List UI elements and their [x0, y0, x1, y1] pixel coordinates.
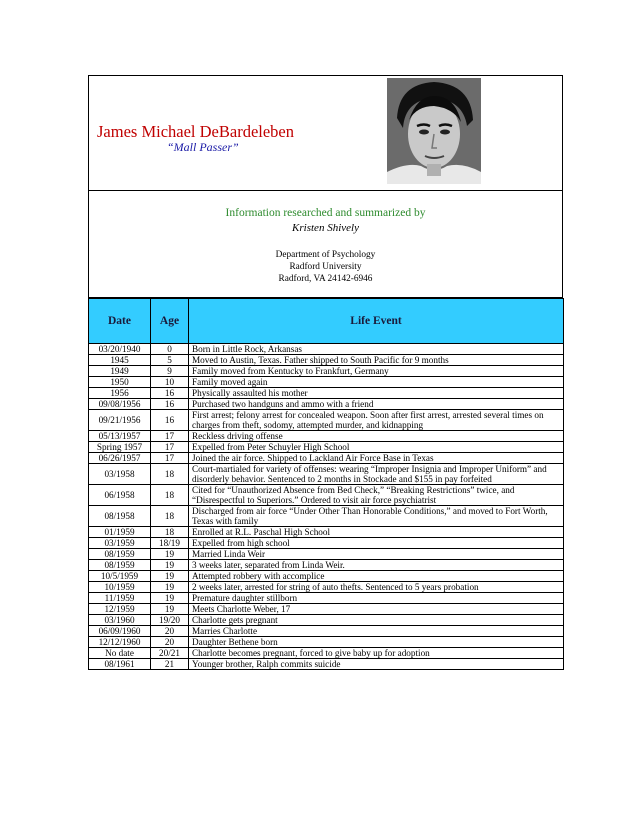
cell-date: 12/1959: [89, 604, 151, 615]
table-row: [89, 453, 564, 464]
cell-event: Younger brother, Ralph commits suicide: [189, 659, 564, 670]
cell-event: Discharged from air force “Under Other Than Honorable Conditions,” and moved to Fort Worth, Texas with family: [189, 506, 564, 527]
table-row: [89, 571, 564, 582]
cell-event: Physically assaulted his mother: [189, 388, 564, 399]
cell-date: 08/1959: [89, 560, 151, 571]
cell-age: 18/19: [151, 538, 189, 549]
cell-date: 1945: [89, 355, 151, 366]
header-life-event: Life Event: [189, 299, 564, 344]
cell-date: 06/09/1960: [89, 626, 151, 637]
cell-age: 5: [151, 355, 189, 366]
table-row: [89, 604, 564, 615]
cell-event: First arrest; felony arrest for concealed weapon. Soon after first arrest, arrested several times on charges from theft, sodomy, attempted murder, and kidnapping: [189, 410, 564, 431]
cell-date: 10/5/1959: [89, 571, 151, 582]
table-row: [89, 485, 564, 506]
cell-age: 9: [151, 366, 189, 377]
cell-event: Meets Charlotte Weber, 17: [189, 604, 564, 615]
cell-date: 1949: [89, 366, 151, 377]
info-title: Information researched and summarized by: [225, 207, 426, 219]
cell-event: Family moved from Kentucky to Frankfurt, Germany: [189, 366, 564, 377]
cell-age: 17: [151, 453, 189, 464]
info-university: Radford University: [289, 262, 362, 272]
table-row: [89, 549, 564, 560]
table-header-row: [89, 299, 564, 344]
table-row: [89, 442, 564, 453]
cell-event: 3 weeks later, separated from Linda Weir.: [189, 560, 564, 571]
cell-event: Marries Charlotte: [189, 626, 564, 637]
header-box: [88, 75, 563, 191]
table-row: [89, 431, 564, 442]
cell-date: 09/08/1956: [89, 399, 151, 410]
cell-age: 19: [151, 604, 189, 615]
cell-age: 18: [151, 527, 189, 538]
header-age: Age: [151, 299, 189, 344]
info-department: Department of Psychology: [275, 250, 376, 260]
cell-event: Cited for “Unauthorized Absence from Bed Check,” “Breaking Restrictions” twice, and “Disrespectful to Superiors.” Ordered to visit air force psychiatrist: [189, 485, 564, 506]
subject-name: James Michael DeBardeleben: [97, 122, 295, 141]
cell-event: Charlotte becomes pregnant, forced to give baby up for adoption: [189, 648, 564, 659]
cell-date: 05/13/1957: [89, 431, 151, 442]
cell-age: 19: [151, 560, 189, 571]
cell-date: 08/1961: [89, 659, 151, 670]
table-row: [89, 344, 564, 355]
table-row: [89, 637, 564, 648]
cell-date: 09/21/1956: [89, 410, 151, 431]
table-row: [89, 388, 564, 399]
cell-event: Married Linda Weir: [189, 549, 564, 560]
cell-date: 06/26/1957: [89, 453, 151, 464]
cell-event: Court-martialed for variety of offenses: wearing “Improper Insignia and Improper Uniform” and disorderly behavior. Sentenced to 2 months in Stockade and $155 in pay forfeited: [189, 464, 564, 485]
header-date: Date: [89, 299, 151, 344]
cell-date: 12/12/1960: [89, 637, 151, 648]
cell-age: 19: [151, 571, 189, 582]
cell-event: Family moved again: [189, 377, 564, 388]
table-row: [89, 538, 564, 549]
cell-age: 19/20: [151, 615, 189, 626]
cell-age: 17: [151, 431, 189, 442]
document-page: [88, 75, 563, 670]
table-row: [89, 366, 564, 377]
table-row: [89, 506, 564, 527]
cell-age: 19: [151, 593, 189, 604]
table-row: [89, 410, 564, 431]
cell-date: 03/1959: [89, 538, 151, 549]
cell-event: Born in Little Rock, Arkansas: [189, 344, 564, 355]
cell-date: 03/1958: [89, 464, 151, 485]
cell-age: 19: [151, 549, 189, 560]
table-row: [89, 659, 564, 670]
table-row: [89, 464, 564, 485]
table-row: [89, 626, 564, 637]
cell-age: 10: [151, 377, 189, 388]
cell-date: 1956: [89, 388, 151, 399]
cell-age: 16: [151, 388, 189, 399]
cell-event: Reckless driving offense: [189, 431, 564, 442]
table-row: [89, 399, 564, 410]
life-events-table: [88, 298, 564, 670]
cell-age: 16: [151, 399, 189, 410]
cell-date: 11/1959: [89, 593, 151, 604]
subject-alias: “Mall Passer”: [167, 140, 239, 154]
cell-event: Moved to Austin, Texas. Father shipped to South Pacific for 9 months: [189, 355, 564, 366]
table-body: [89, 344, 564, 670]
cell-age: 19: [151, 582, 189, 593]
cell-date: 06/1958: [89, 485, 151, 506]
cell-age: 18: [151, 485, 189, 506]
info-author: Kristen Shively: [292, 222, 359, 234]
cell-age: 20/21: [151, 648, 189, 659]
cell-age: 0: [151, 344, 189, 355]
table-row: [89, 527, 564, 538]
cell-age: 18: [151, 506, 189, 527]
cell-event: Daughter Bethene born: [189, 637, 564, 648]
cell-date: Spring 1957: [89, 442, 151, 453]
cell-age: 17: [151, 442, 189, 453]
table-row: [89, 560, 564, 571]
cell-event: Expelled from high school: [189, 538, 564, 549]
cell-date: 08/1959: [89, 549, 151, 560]
cell-date: No date: [89, 648, 151, 659]
cell-event: 2 weeks later, arrested for string of auto thefts. Sentenced to 5 years probation: [189, 582, 564, 593]
table-row: [89, 615, 564, 626]
info-box: [88, 191, 563, 298]
cell-event: Charlotte gets pregnant: [189, 615, 564, 626]
cell-date: 03/1960: [89, 615, 151, 626]
subject-photo: [387, 78, 481, 184]
table-row: [89, 582, 564, 593]
cell-date: 01/1959: [89, 527, 151, 538]
cell-age: 20: [151, 626, 189, 637]
cell-event: Expelled from Peter Schuyler High School: [189, 442, 564, 453]
cell-date: 1950: [89, 377, 151, 388]
cell-age: 20: [151, 637, 189, 648]
table-row: [89, 593, 564, 604]
cell-event: Premature daughter stillborn: [189, 593, 564, 604]
cell-age: 16: [151, 410, 189, 431]
cell-event: Purchased two handguns and ammo with a friend: [189, 399, 564, 410]
cell-event: Joined the air force. Shipped to Lackland Air Force Base in Texas: [189, 453, 564, 464]
info-address: Radford, VA 24142-6946: [278, 274, 373, 284]
cell-date: 08/1958: [89, 506, 151, 527]
table-row: [89, 355, 564, 366]
cell-age: 21: [151, 659, 189, 670]
table-row: [89, 377, 564, 388]
cell-date: 03/20/1940: [89, 344, 151, 355]
table-row: [89, 648, 564, 659]
cell-event: Attempted robbery with accomplice: [189, 571, 564, 582]
cell-date: 10/1959: [89, 582, 151, 593]
cell-age: 18: [151, 464, 189, 485]
cell-event: Enrolled at R.L. Paschal High School: [189, 527, 564, 538]
